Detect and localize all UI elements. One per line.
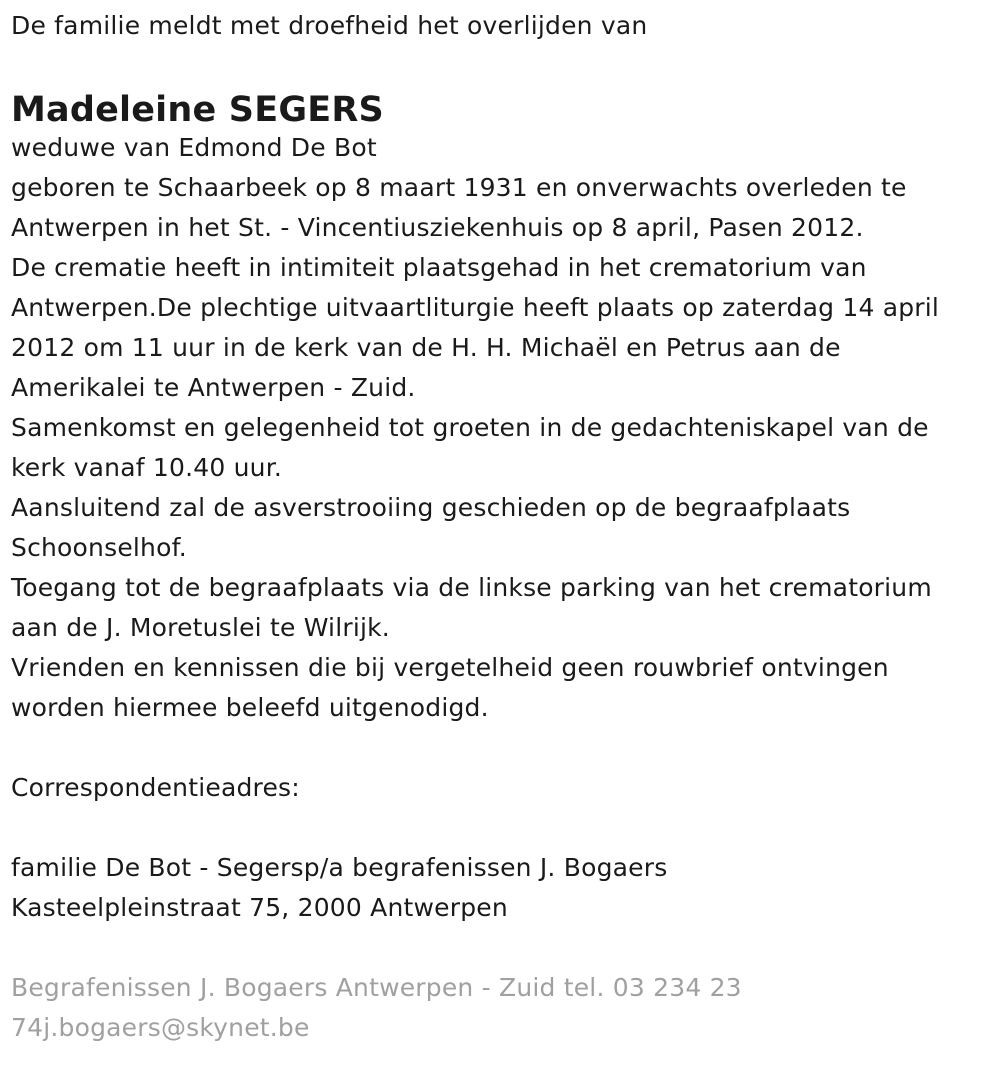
body-line: 2012 om 11 uur in de kerk van de H. H. Michaël en Petrus aan de	[11, 333, 841, 362]
spacer	[11, 808, 992, 848]
body-line: De crematie heeft in intimiteit plaatsgehad in het crematorium van	[11, 253, 867, 282]
body-line: kerk vanaf 10.40 uur.	[11, 453, 283, 482]
address-line: Kasteelpleinstraat 75, 2000 Antwerpen	[11, 893, 508, 922]
body-line: Samenkomst en gelegenheid tot groeten in de gedachteniskapel van de	[11, 413, 929, 442]
address-line: familie De Bot - Segersp/a begrafenissen J. Bogaers	[11, 853, 668, 882]
body-line: aan de J. Moretuslei te Wilrijk.	[11, 613, 390, 642]
footer-line: Begrafenissen J. Bogaers Antwerpen - Zuid tel. 03 234 23	[11, 973, 742, 1002]
spacer	[11, 728, 992, 768]
body-line: Vrienden en kennissen die bij vergetelheid geen rouwbrief ontvingen	[11, 653, 889, 682]
body-line: Aansluitend zal de asverstrooiing geschieden op de begraafplaats	[11, 493, 851, 522]
deceased-name: Madeleine SEGERS	[11, 90, 384, 130]
spacer	[11, 928, 992, 968]
footer-line: 74j.bogaers@skynet.be	[11, 1013, 310, 1042]
body-line: Toegang tot de begraafplaats via de linkse parking van het crematorium	[11, 573, 932, 602]
intro-text: De familie meldt met droefheid het overlijden van	[11, 11, 648, 40]
body-line: geboren te Schaarbeek op 8 maart 1931 en onverwachts overleden te	[11, 173, 907, 202]
body-line: Schoonselhof.	[11, 533, 187, 562]
correspondence-label: Correspondentieadres:	[11, 773, 300, 802]
funeral-home-footer	[11, 968, 992, 1048]
correspondence-address	[11, 848, 992, 928]
body-line: weduwe van Edmond De Bot	[11, 133, 377, 162]
body-line: Amerikalei te Antwerpen - Zuid.	[11, 373, 416, 402]
notice-body	[11, 128, 992, 728]
body-line: Antwerpen in het St. - Vincentiusziekenhuis op 8 april, Pasen 2012.	[11, 213, 864, 242]
body-line: worden hiermee beleefd uitgenodigd.	[11, 693, 489, 722]
body-line: Antwerpen.De plechtige uitvaartliturgie heeft plaats op zaterdag 14 april	[11, 293, 940, 322]
